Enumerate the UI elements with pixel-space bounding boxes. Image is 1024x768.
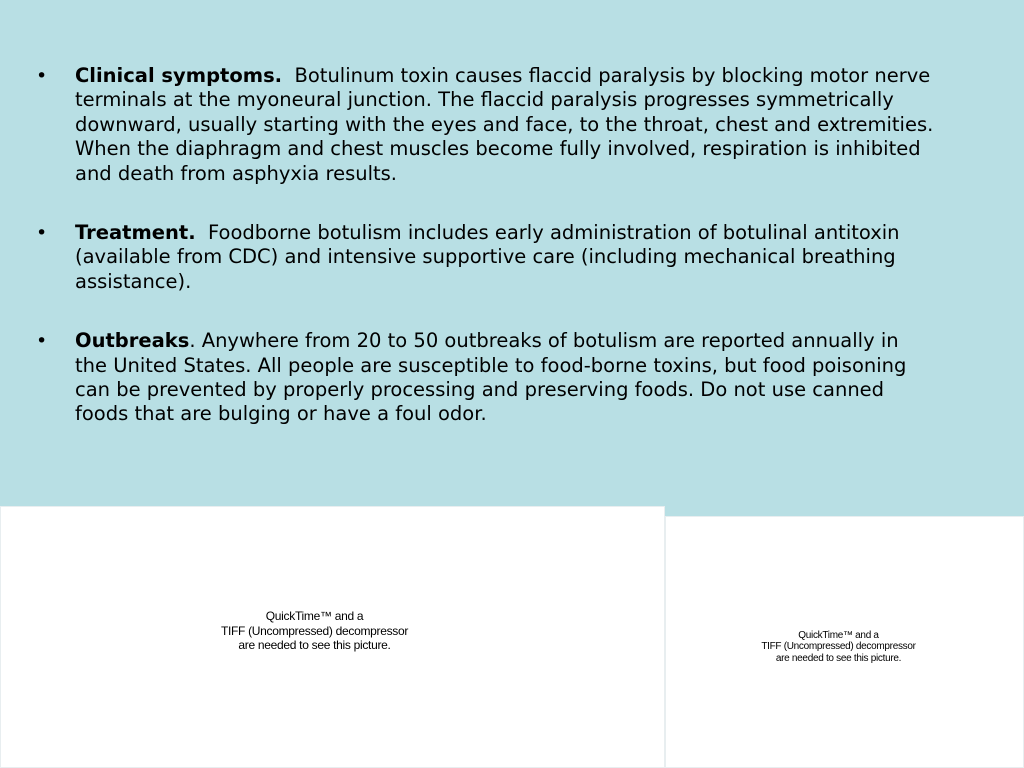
picture-placeholder-right — [665, 516, 1024, 768]
bullet-heading: Clinical symptoms. — [75, 64, 283, 87]
bullet-body: Botulinum toxin causes flaccid paralysis by blocking motor nerve terminals at the myoneural junction. The flaccid paralysis progresses symmetrically downward, usually starting with the eyes and face, to the throat, chest and extremities. When the diaphragm and chest muscles become fully involved, respiration is inhibited and death from asphyxia results. — [75, 64, 940, 185]
placeholder-line: are needed to see this picture. — [775, 652, 902, 664]
bullet-body: Foodborne botulism includes early administration of botulinal antitoxin (available from CDC) and intensive supportive care (including mechanical breathing assistance). — [75, 221, 906, 293]
bullet-heading: Treatment. — [75, 221, 196, 245]
bullet-clinical-symptoms — [36, 64, 940, 186]
placeholder-message — [761, 630, 915, 665]
bullet-marker: • — [36, 330, 48, 353]
placeholder-line: TIFF (Uncompressed) decompressor — [761, 641, 916, 653]
bullet-marker: • — [36, 222, 48, 245]
placeholder-line: QuickTime™ and a — [265, 609, 364, 624]
bullet-heading: Outbreaks — [75, 329, 190, 353]
placeholder-line: are needed to see this picture. — [238, 638, 391, 653]
picture-placeholder-left — [0, 506, 665, 768]
placeholder-line: QuickTime™ and a — [798, 629, 879, 641]
bullet-outbreaks — [36, 329, 936, 427]
bullet-list — [36, 64, 940, 462]
bullet-marker: • — [36, 65, 48, 87]
placeholder-line: TIFF (Uncompressed) decompressor — [220, 623, 409, 638]
placeholder-message — [221, 609, 408, 653]
bullet-body: . Anywhere from 20 to 50 outbreaks of botulism are reported annually in the United States. All people are susceptible to food-borne toxins, but food poisoning can be prevented by properly processing and preserving foods. Do not use canned foods that are bulging or have a foul odor. — [75, 329, 913, 426]
bullet-treatment — [36, 221, 936, 294]
